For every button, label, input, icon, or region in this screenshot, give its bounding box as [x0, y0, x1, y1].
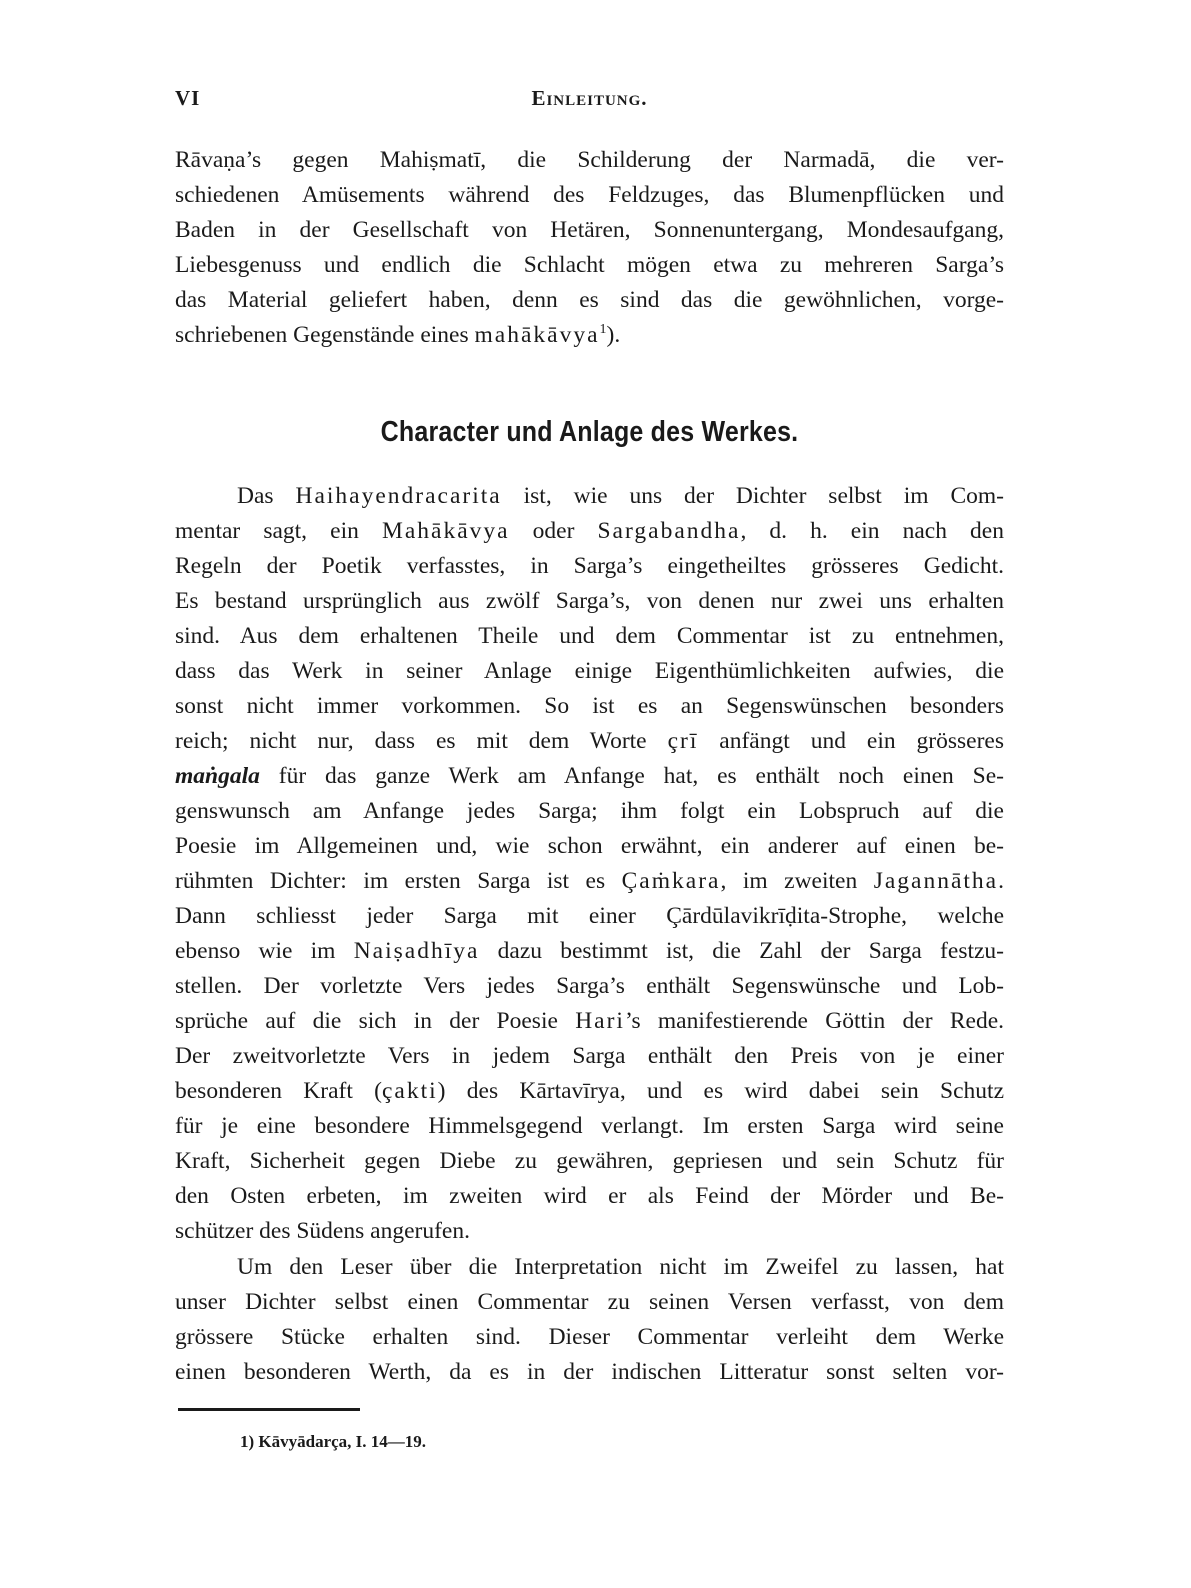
text-line: grössere Stücke erhalten sind. Dieser Commentar verleiht dem Werke [175, 1324, 1004, 1350]
text-line: reich; nicht nur, dass es mit dem Worte çrī anfängt und ein grösseres [175, 728, 1005, 754]
text-line: sind. Aus dem erhaltenen Theile und dem Commentar ist zu entnehmen, [175, 623, 1004, 649]
text-line: besonderen Kraft (çakti) des Kārtavīrya, und es wird dabei sein Schutz [175, 1078, 1004, 1104]
text-line: für je eine besondere Himmelsgegend verlangt. Im ersten Sarga wird seine [175, 1113, 1004, 1139]
text-line: mentar sagt, ein Mahākāvya oder Sargabandha, d. h. ein nach den [175, 518, 1004, 544]
text-line: genswunsch am Anfange jedes Sarga; ihm folgt ein Lobspruch auf die [175, 798, 1004, 824]
text-line: Kraft, Sicherheit gegen Diebe zu gewähren, gepriesen und sein Schutz für [175, 1148, 1004, 1174]
footnote-rule [178, 1408, 360, 1411]
header-title: Einleitung. [531, 86, 648, 110]
text-line: das Material geliefert haben, denn es sind das die gewöhnlichen, vorge- [175, 287, 1004, 313]
text-line: Regeln der Poetik verfasstes, in Sarga’s eingetheiltes grösseres Gedicht. [175, 553, 1004, 579]
term-title: Haihayendracarita [295, 483, 502, 509]
text-line: unser Dichter selbst einen Commentar zu seinen Versen verfasst, von dem [175, 1289, 1004, 1315]
footnote-ref: 1 [599, 322, 607, 338]
text-line: schützer des Südens angerufen. [175, 1218, 470, 1244]
text-line: Liebesgenuss und endlich die Schlacht mögen etwa zu mehreren Sarga’s [175, 252, 1004, 278]
text-line: dass das Werk in seiner Anlage einige Eigenthümlichkeiten aufwies, die [175, 658, 1004, 684]
text-line: Rāvaṇa’s gegen Mahiṣmatī, die Schilderung der Narmadā, die ver- [175, 147, 1004, 173]
text-line: Baden in der Gesellschaft von Hetären, Sonnenuntergang, Mondesaufgang, [175, 217, 1004, 243]
text-line: Um den Leser über die Interpretation nicht im Zweifel zu lassen, hat [237, 1254, 1004, 1280]
text-line: den Osten erbeten, im zweiten wird er als Feind der Mörder und Be- [175, 1183, 1004, 1209]
text-line: ebenso wie im Naiṣadhīya dazu bestimmt ist, die Zahl der Sarga festzu- [175, 938, 1004, 964]
running-head [175, 86, 1004, 118]
text-line: stellen. Der vorletzte Vers jedes Sarga’s enthält Segenswünsche und Lob- [175, 973, 1004, 999]
text-line: Es bestand ursprünglich aus zwölf Sarga’s, von denen nur zwei uns erhalten [175, 588, 1004, 614]
text-line: schiedenen Amüsements während des Feldzuges, das Blumenpflücken und [175, 182, 1004, 208]
text-line: sonst nicht immer vorkommen. So ist es an Segenswünschen besonders [175, 693, 1004, 719]
text-line: Der zweitvorletzte Vers in jedem Sarga enthält den Preis von je einer [175, 1043, 1004, 1069]
page-number: VI [175, 86, 201, 110]
text-line: sprüche auf die sich in der Poesie Hari’s manifestierende Göttin der Rede. [175, 1008, 1004, 1034]
text-line: Das Haihayendracarita ist, wie uns der Dichter selbst im Com- [237, 483, 1005, 509]
text-line: Dann schliesst jeder Sarga mit einer Çārdūlavikrīḍita-Strophe, welche [175, 903, 1004, 929]
text-line: Poesie im Allgemeinen und, wie schon erwähnt, ein anderer auf einen be- [175, 833, 1004, 859]
section-heading: Character und Anlage des Werkes. [380, 415, 799, 449]
text-line: rühmten Dichter: im ersten Sarga ist es Çaṁkara, im zweiten Jagannātha. [175, 868, 1004, 894]
text-line: schriebenen Gegenstände eines mahākāvya$^1$). [175, 322, 621, 348]
text-line: maṅgala für das ganze Werk am Anfange hat, es enthält noch einen Se- [175, 763, 1004, 789]
text-line: einen besonderen Werth, da es in der indischen Litteratur sonst selten vor- [175, 1359, 1004, 1385]
term-mahakavya: mahākāvya [474, 322, 600, 348]
footnote: 1) Kāvyādarça, I. 14—19. [240, 1432, 427, 1451]
